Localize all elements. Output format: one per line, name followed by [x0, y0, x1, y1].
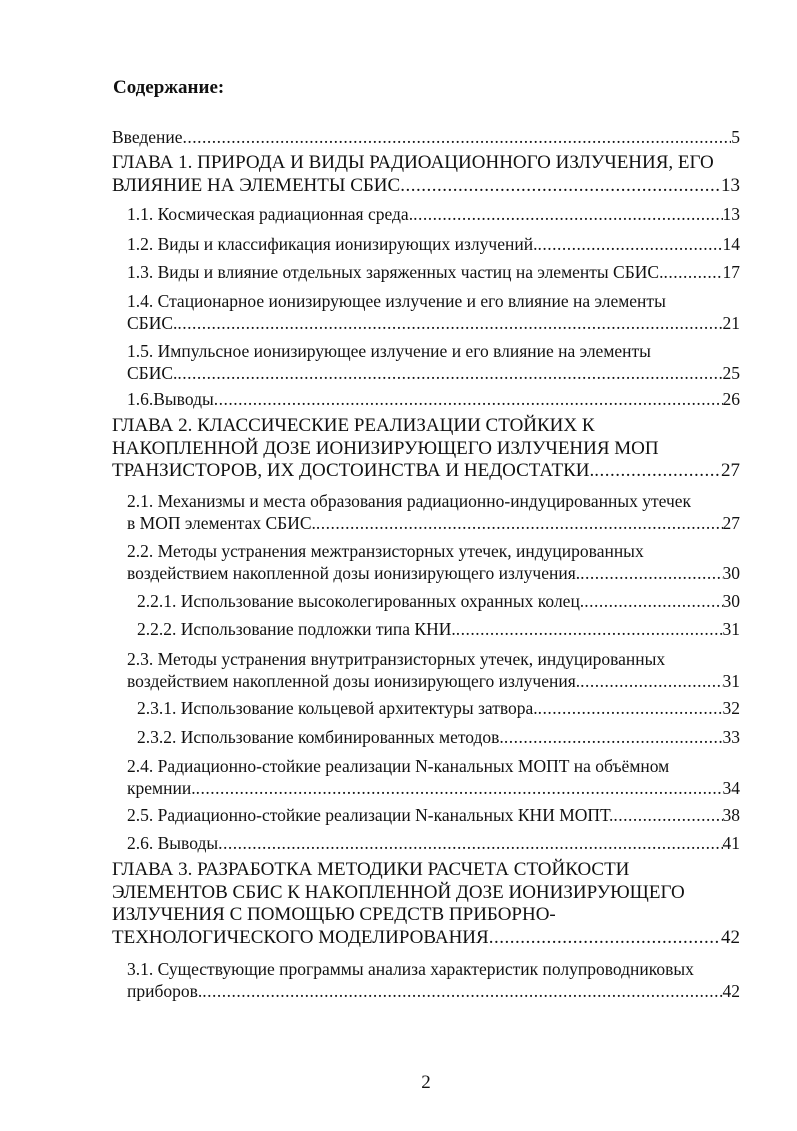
toc-entry[interactable]: [127, 340, 740, 384]
toc-page-number: 30: [722, 563, 740, 583]
toc-heading: Содержание:: [113, 77, 225, 98]
toc-entry-title-line: 1.5. Импульсное ионизирующее излучение и его влияние на элементы: [127, 341, 651, 361]
toc-page-number: 30: [722, 591, 740, 611]
toc-entry-title-line: 1.6.Выводы: [127, 389, 214, 409]
dot-leader: [580, 670, 722, 692]
toc-entry-last-line: [127, 980, 740, 1002]
dot-leader: [413, 203, 722, 225]
toc-entry-last-line: [112, 175, 740, 198]
toc-entry[interactable]: [127, 388, 740, 410]
toc-page-number: 25: [722, 363, 740, 383]
toc-page-number: 42: [721, 926, 740, 948]
toc-page-number: 27: [722, 513, 740, 533]
toc-entry-title-line: ИЗЛУЧЕНИЯ С ПОМОЩЬЮ СРЕДСТВ ПРИБОРНО-: [112, 904, 556, 925]
toc-entry-title-line: 2.5. Радиационно-стойкие реализации N-канальных КНИ МОПТ.: [127, 805, 614, 825]
toc-entry-title-line: 3.1. Существующие программы анализа характеристик полупроводниковых: [127, 959, 694, 979]
toc-page-number: 17: [722, 262, 740, 282]
toc-page-number: 34: [722, 778, 740, 798]
toc-entry[interactable]: [112, 859, 740, 949]
dot-leader: [663, 261, 722, 283]
dot-leader: [504, 726, 723, 748]
toc-entry-last-line: [127, 670, 740, 692]
toc-entry[interactable]: [127, 832, 740, 854]
toc-page-number: 31: [722, 671, 740, 691]
page-number: 2: [421, 1072, 431, 1093]
toc-page-number: 5: [731, 127, 740, 147]
dot-leader: [196, 777, 723, 799]
toc-page-number: 13: [722, 204, 740, 224]
toc-entry-title-line: НАКОПЛЕННОЙ ДОЗЕ ИОНИЗИРУЮЩЕГО ИЗЛУЧЕНИЯ МОП: [112, 437, 659, 459]
toc-entry-title-line: 1.2. Виды и классификация ионизирующих излучений.: [127, 234, 538, 254]
toc-page-number: 42: [722, 981, 740, 1001]
toc-entry[interactable]: [127, 261, 740, 283]
toc-entry-last-line: [127, 388, 740, 410]
dot-leader: [177, 362, 722, 384]
toc-entry-last-line: [112, 460, 740, 483]
toc-entry[interactable]: [112, 126, 740, 148]
toc-page-number: 32: [722, 698, 740, 718]
toc-page-number: 14: [722, 234, 740, 254]
dot-leader: [183, 126, 732, 148]
toc-entry[interactable]: [137, 618, 740, 640]
toc-entry[interactable]: [137, 726, 740, 748]
toc-entry-last-line: [127, 362, 740, 384]
toc-entry[interactable]: [137, 590, 740, 612]
toc-entry-title-line: СБИС.: [127, 363, 178, 383]
toc-entry-last-line: [127, 203, 740, 225]
toc-entry-title-line: 2.3.2. Использование комбинированных методов.: [137, 727, 504, 747]
dot-leader: [202, 980, 722, 1002]
toc-entry-last-line: [127, 777, 740, 799]
dot-leader: [218, 832, 722, 854]
dot-leader: [538, 697, 723, 719]
toc-entry-title-line: 2.1. Механизмы и места образования радиационно-индуцированных утечек: [127, 491, 692, 511]
toc-entry-title-line: 2.2. Методы устранения межтранзисторных утечек, индуцированных: [127, 541, 644, 561]
toc-entry-title-line: 2.2.1. Использование высоколегированных охранных колец.: [137, 591, 585, 611]
toc-entry[interactable]: [127, 490, 740, 534]
toc-entry-title-line: в МОП элементах СБИС.: [127, 513, 316, 533]
toc-entry-title-line: приборов.: [127, 981, 203, 1001]
toc-entry-last-line: [127, 512, 740, 534]
toc-entry-last-line: [137, 697, 740, 719]
toc-entry[interactable]: [127, 290, 740, 334]
toc-entry[interactable]: [127, 540, 740, 584]
dot-leader: [316, 512, 723, 534]
toc-entry-last-line: [127, 832, 740, 854]
toc-page-number: 21: [722, 313, 740, 333]
toc-entry-last-line: [127, 312, 740, 334]
dot-leader: [594, 460, 721, 483]
toc-entry-title-line: ГЛАВА 1. ПРИРОДА И ВИДЫ РАДИОАЦИОННОГО ИЗЛУЧЕНИЯ, ЕГО: [112, 152, 714, 173]
toc-entry[interactable]: [127, 233, 740, 255]
toc-page-number: 27: [721, 460, 740, 481]
toc-entry-last-line: [137, 590, 740, 612]
toc-entry-title-line: СБИС.: [127, 313, 178, 333]
toc-entry-title-line: ГЛАВА 3. РАЗРАБОТКА МЕТОДИКИ РАСЧЕТА СТОЙКОСТИ: [112, 859, 630, 880]
toc-entry-last-line: [112, 927, 740, 950]
toc-entry-last-line: [127, 233, 740, 255]
toc-entry[interactable]: [127, 648, 740, 692]
toc-entry-last-line: [127, 804, 740, 826]
toc-entry-title-line: Введение: [112, 127, 183, 147]
dot-leader: [177, 312, 722, 334]
toc-page-number: 13: [721, 174, 740, 196]
toc-entry-title-line: ЭЛЕМЕНТОВ СБИС К НАКОПЛЕННОЙ ДОЗЕ ИОНИЗИРУЮЩЕГО: [112, 881, 685, 903]
dot-leader: [537, 233, 722, 255]
toc-page-number: 41: [722, 833, 740, 853]
toc-entry-title-line: 2.3.1. Использование кольцевой архитектуры затвора.: [137, 698, 538, 718]
toc-page-number: 33: [722, 727, 740, 747]
dot-leader: [400, 175, 721, 198]
dot-leader: [489, 927, 721, 950]
toc-entry[interactable]: [127, 203, 740, 225]
toc-entry-title-line: ГЛАВА 2. КЛАССИЧЕСКИЕ РЕАЛИЗАЦИИ СТОЙКИХ К: [112, 415, 595, 436]
toc-entry-last-line: [137, 726, 740, 748]
toc-page-number: 38: [722, 805, 740, 825]
toc-entry[interactable]: [137, 697, 740, 719]
toc-entry-title-line: воздействием накопленной дозы ионизирующего излучения.: [127, 671, 581, 691]
toc-entry-title-line: 1.4. Стационарное ионизирующее излучение и его влияние на элементы: [127, 291, 666, 311]
toc-entry[interactable]: [127, 804, 740, 826]
toc-entry-title-line: ТРАНЗИСТОРОВ, ИХ ДОСТОИНСТВА И НЕДОСТАТКИ.: [112, 460, 595, 481]
toc-entry[interactable]: [112, 152, 740, 197]
toc-entry[interactable]: [112, 415, 740, 483]
toc-entry-last-line: [112, 126, 740, 148]
dot-leader: [456, 618, 723, 640]
toc-entry-title-line: ВЛИЯНИЕ НА ЭЛЕМЕНТЫ СБИС: [112, 174, 401, 196]
toc-entry[interactable]: [127, 755, 740, 799]
toc-entry-title-line: воздействием накопленной дозы ионизирующего излучения.: [127, 563, 581, 583]
toc-entry-last-line: [127, 562, 740, 584]
toc-page-number: 31: [722, 619, 740, 639]
toc-entry-title-line: 1.1. Космическая радиационная среда.: [127, 204, 414, 224]
dot-leader: [580, 562, 722, 584]
dot-leader: [584, 590, 722, 612]
toc-entry-title-line: 2.3. Методы устранения внутритранзисторных утечек, индуцированных: [127, 649, 666, 669]
toc-entry-title-line: 2.4. Радиационно-стойкие реализации N-канальных МОПТ на объёмном: [127, 756, 670, 776]
toc-entry-title-line: 2.6. Выводы: [127, 833, 219, 853]
toc-page-number: 26: [722, 389, 740, 409]
dot-leader: [613, 804, 722, 826]
toc-entry-title-line: 1.3. Виды и влияние отдельных заряженных частиц на элементы СБИС.: [127, 262, 664, 282]
toc-entry-last-line: [127, 261, 740, 283]
dot-leader: [214, 388, 723, 410]
toc-entry-title-line: кремнии.: [127, 778, 196, 798]
toc-entry-title-line: 2.2.2. Использование подложки типа КНИ.: [137, 619, 456, 639]
toc-entry[interactable]: [127, 958, 740, 1002]
toc-entry-title-line: ТЕХНОЛОГИЧЕСКОГО МОДЕЛИРОВАНИЯ: [112, 926, 489, 948]
toc-entry-last-line: [137, 618, 740, 640]
